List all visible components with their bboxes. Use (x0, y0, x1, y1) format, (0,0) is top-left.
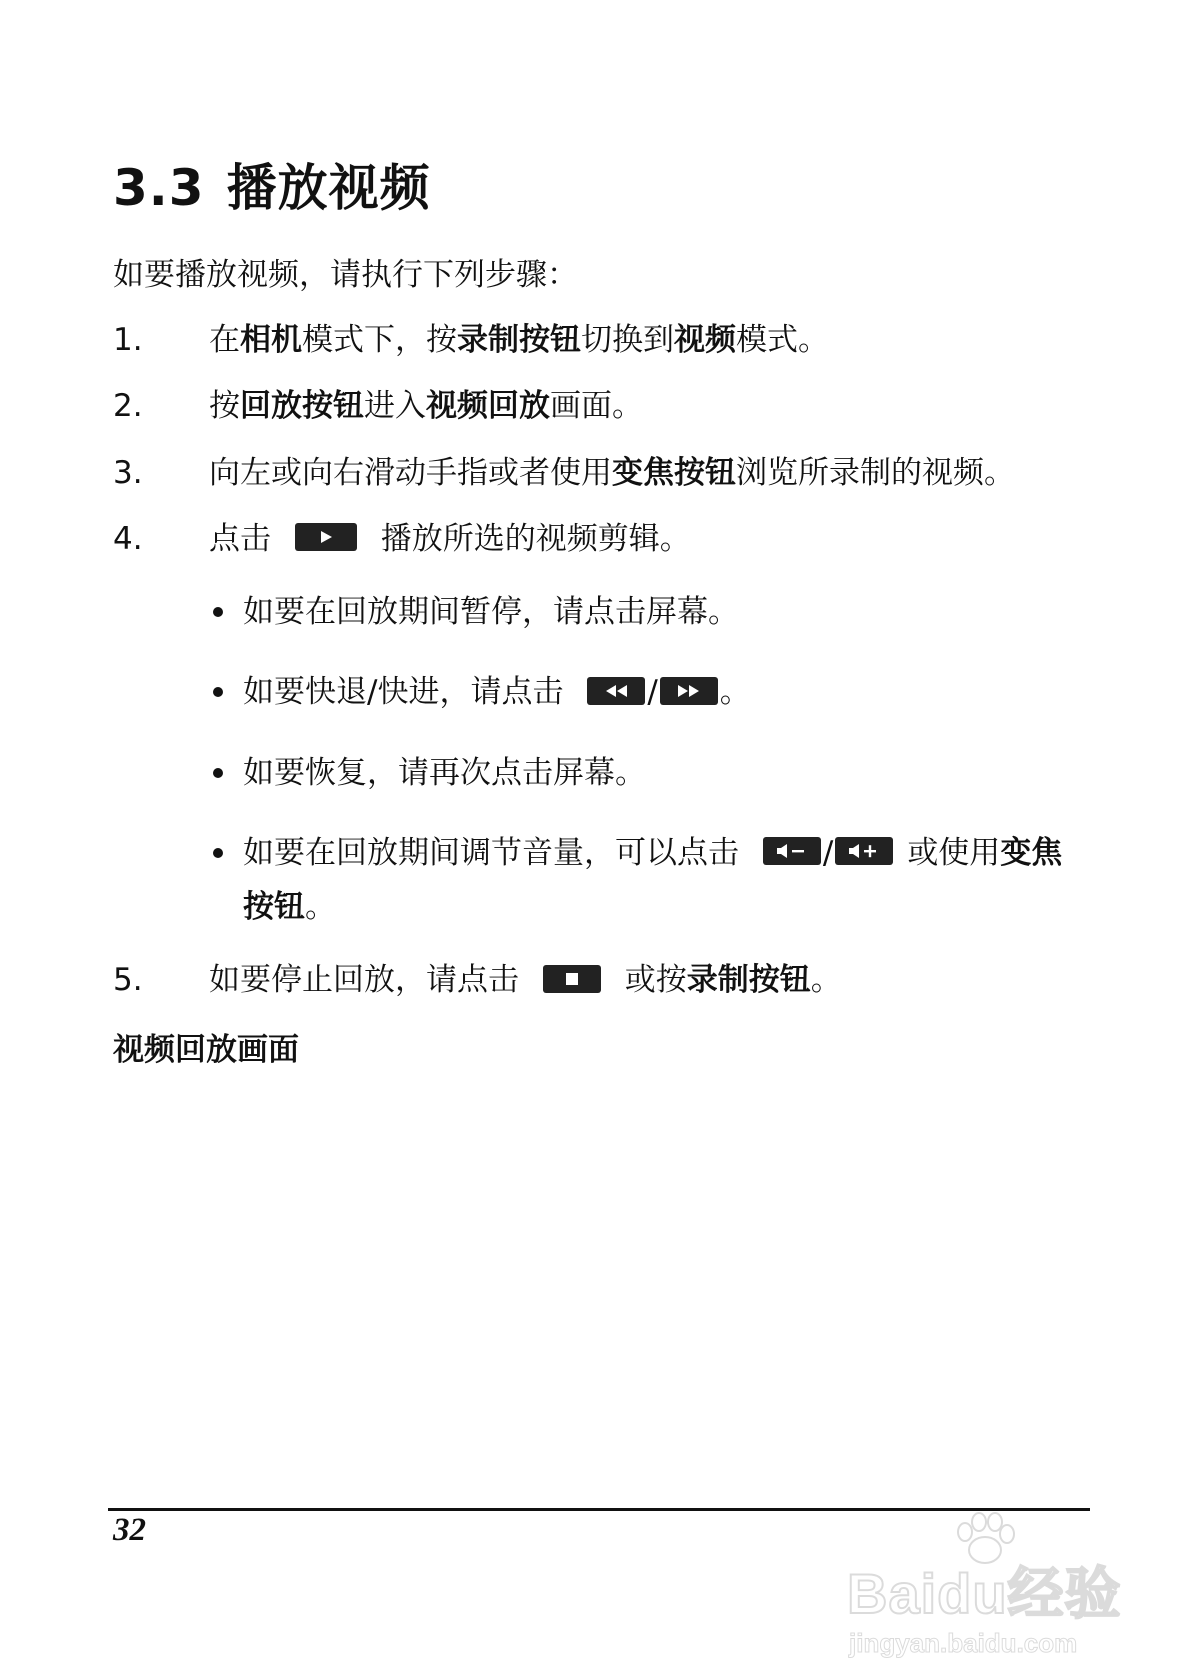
bold-term: 视频回放 (426, 388, 550, 425)
step-1 (113, 320, 1093, 360)
bold-term: 录制按钮 (686, 962, 811, 999)
step-number: 4. (113, 520, 143, 557)
baidu-watermark (845, 1510, 1130, 1670)
bold-term: 录制按钮 (457, 322, 581, 358)
step-text: 模式下，按 (302, 322, 457, 358)
sub-item-text: 如要快退/快进，请点击 (243, 674, 564, 711)
step-text: 浏览所录制的视频。 (736, 454, 1015, 491)
sub-item-text: 如要恢复，请再次点击屏幕。 (243, 754, 646, 791)
bullet-dot (213, 687, 223, 697)
step-text: 如要停止回放，请点击 (209, 962, 519, 999)
step-5 (113, 960, 1093, 1000)
sub-item-text: 。 (305, 889, 336, 926)
bullet-dot (213, 848, 223, 858)
intro-text: 如要播放视频，请执行下列步骤： (113, 257, 578, 293)
bold-term: 变焦按钮 (612, 454, 736, 491)
watermark-brand: Baidu经验 (847, 1562, 1122, 1625)
sub-item-text: 或使用 (907, 834, 1001, 871)
step-text: 在 (209, 322, 240, 358)
step-number: 2. (113, 388, 143, 425)
sub-item-pause (209, 585, 1093, 639)
step-4-sub-list (209, 585, 1093, 934)
step-text: 点击 (209, 520, 271, 557)
bold-term: 相机 (240, 322, 302, 358)
figure-caption: 视频回放画面 (113, 1032, 299, 1068)
bold-term: 回放按钮 (240, 388, 364, 425)
sub-item-volume (209, 826, 1093, 935)
step-text: 。 (810, 962, 842, 999)
sub-item-seek (209, 665, 1093, 719)
step-text: 按 (209, 388, 240, 425)
play-icon (295, 523, 357, 551)
step-text: 向左或向右滑动手指或者使用 (209, 454, 612, 491)
rewind-icon (587, 677, 645, 705)
sub-item-resume (209, 746, 1093, 800)
step-2 (113, 386, 1093, 426)
step-text: 进入 (364, 388, 426, 425)
bullet-dot (213, 768, 223, 778)
bold-term: 视频 (674, 322, 736, 358)
separator-slash: / (822, 834, 834, 871)
step-number: 5. (113, 962, 143, 999)
step-text: 播放所选的视频剪辑。 (380, 520, 691, 557)
page-title (113, 158, 431, 218)
step-text: 切换到 (581, 322, 674, 358)
stop-icon (543, 965, 601, 993)
step-text: 模式。 (736, 322, 829, 358)
sub-item-text: 。 (719, 674, 751, 711)
step-4 (113, 519, 1093, 935)
watermark-url: jingyan.baidu.com (849, 1628, 1078, 1658)
bullet-dot (213, 607, 223, 617)
sub-item-text: 如要在回放期间调节音量，可以点击 (243, 834, 739, 871)
sub-item-text: 如要在回放期间暂停，请点击屏幕。 (243, 594, 739, 631)
section-title: 播放视频 (226, 159, 431, 217)
steps-list (113, 320, 1093, 1027)
volume-down-icon (763, 837, 821, 865)
step-3 (113, 453, 1093, 493)
step-number: 3. (113, 454, 143, 491)
step-number: 1. (113, 322, 143, 358)
volume-up-icon (835, 837, 893, 865)
page-number: 32 (113, 1512, 146, 1548)
section-number: 3.3 (113, 159, 205, 217)
separator-slash: / (647, 674, 658, 711)
fast-forward-icon (660, 677, 718, 705)
bold-term: 变焦按钮 (243, 834, 1063, 926)
step-text: 画面。 (550, 388, 643, 425)
step-text: 或按 (624, 962, 687, 999)
